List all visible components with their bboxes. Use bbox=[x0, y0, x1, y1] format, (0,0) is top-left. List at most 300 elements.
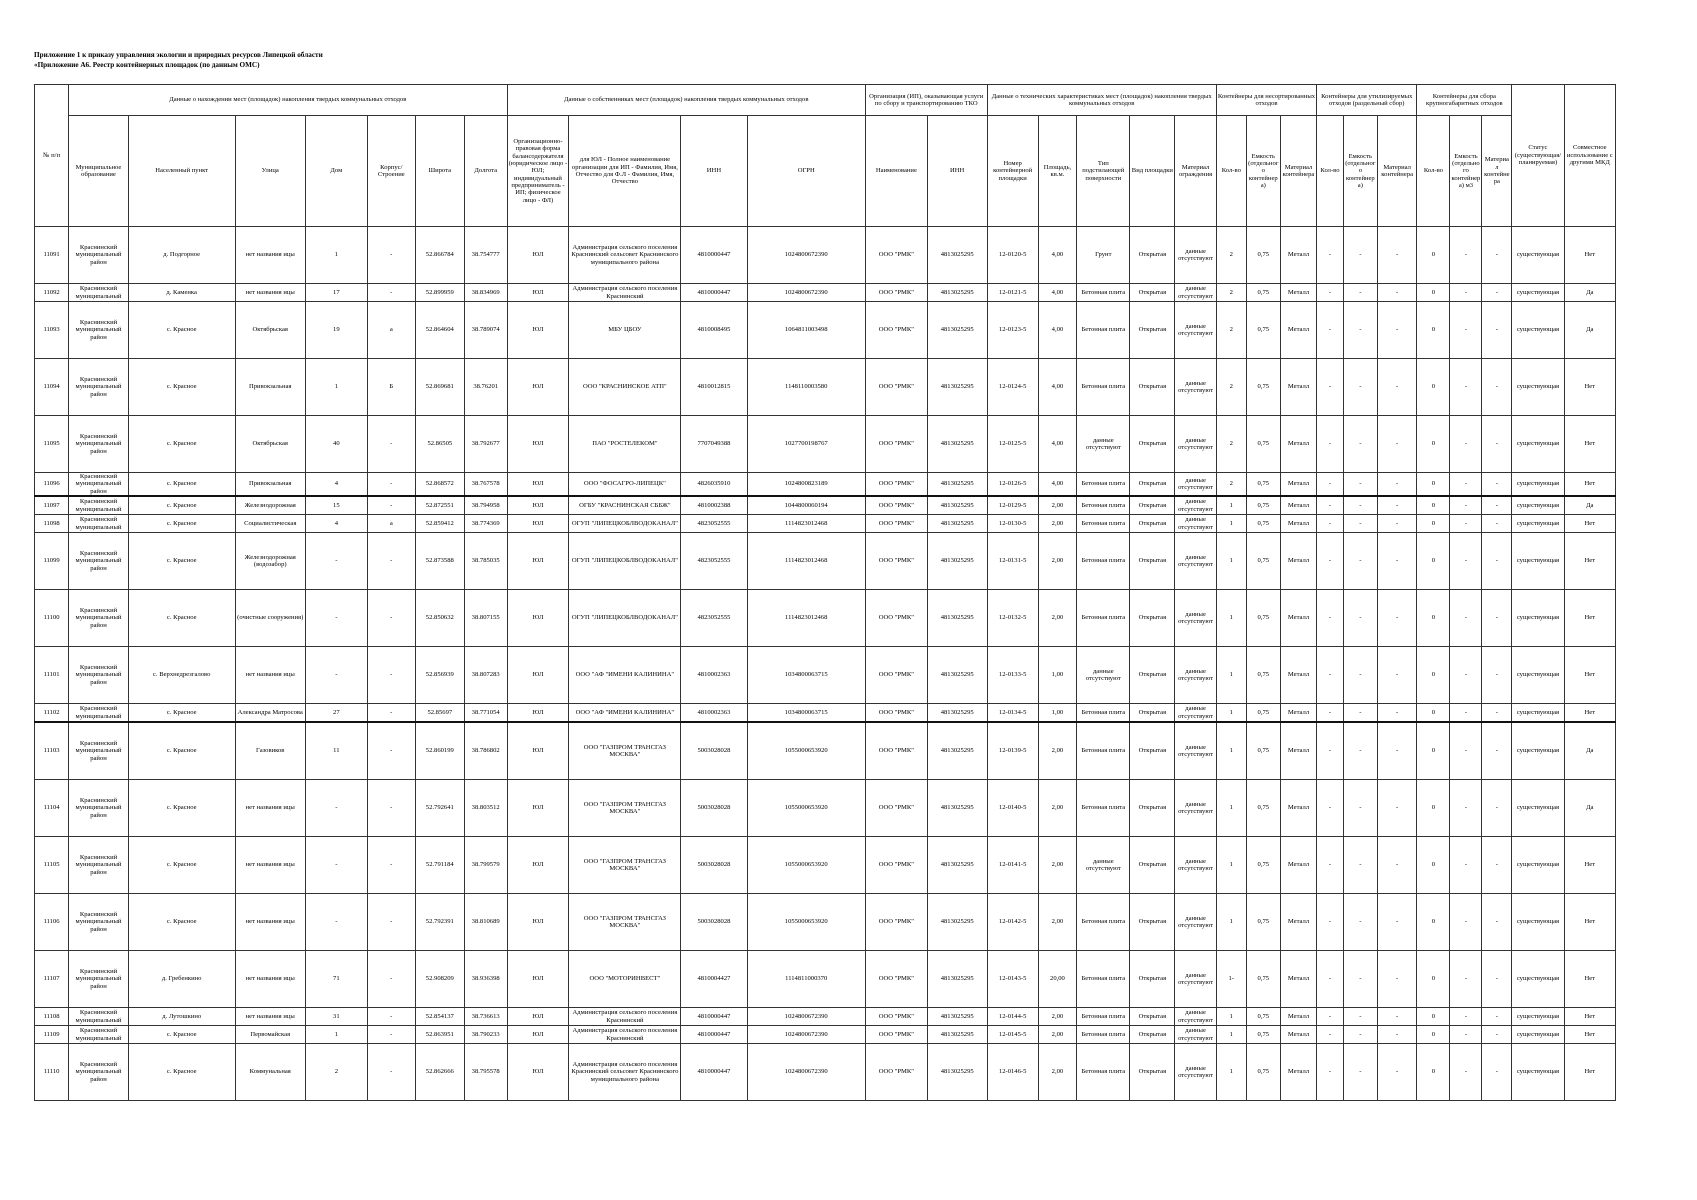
table-cell: Бетонная плита bbox=[1077, 496, 1130, 515]
col-site-type-header: Вид площадки bbox=[1130, 116, 1175, 227]
table-cell: - bbox=[1317, 1044, 1344, 1101]
table-cell: данные отсутствуют bbox=[1175, 473, 1217, 497]
table-cell: Краснинский муниципальный район bbox=[69, 227, 129, 284]
table-cell: - bbox=[1377, 227, 1416, 284]
table-cell: 0,75 bbox=[1246, 284, 1280, 302]
table-cell: Администрация сельского поселения Краснинский bbox=[569, 284, 681, 302]
table-cell: 52.866784 bbox=[415, 227, 464, 284]
table-cell: ОГУП "ЛИПЕЦКОБЛВОДОКАНАЛ" bbox=[569, 515, 681, 533]
table-cell: существующая bbox=[1512, 515, 1564, 533]
table-cell: 1 bbox=[305, 1026, 367, 1044]
table-cell: Нет bbox=[1564, 1008, 1615, 1026]
table-cell: - bbox=[367, 590, 415, 647]
table-cell: 1 bbox=[1216, 647, 1246, 704]
table-cell: ООО "РМК" bbox=[865, 837, 927, 894]
col-operator-inn-header: ИНН bbox=[927, 116, 987, 227]
table-cell: ООО "РМК" bbox=[865, 515, 927, 533]
table-cell: Открытая bbox=[1130, 359, 1175, 416]
table-cell: - bbox=[1377, 515, 1416, 533]
table-cell: Открытая bbox=[1130, 284, 1175, 302]
table-cell: 11102 bbox=[35, 704, 69, 723]
table-cell: 0 bbox=[1417, 722, 1450, 780]
table-cell: 1034800063715 bbox=[747, 704, 865, 723]
table-cell: 12-0132-5 bbox=[987, 590, 1038, 647]
table-cell: 12-0131-5 bbox=[987, 533, 1038, 590]
table-cell: 2,00 bbox=[1038, 515, 1076, 533]
table-cell: 11094 bbox=[35, 359, 69, 416]
table-cell: 38.736613 bbox=[464, 1008, 507, 1026]
table-cell: ЮЛ bbox=[507, 284, 569, 302]
table-cell: Металл bbox=[1280, 704, 1316, 723]
table-cell: 1114811000370 bbox=[747, 951, 865, 1008]
table-cell: Краснинский муниципальный bbox=[69, 496, 129, 515]
table-cell: - bbox=[1450, 647, 1482, 704]
table-cell: 52.873588 bbox=[415, 533, 464, 590]
table-cell: 15 bbox=[305, 496, 367, 515]
table-cell: - bbox=[1450, 590, 1482, 647]
table-cell: ЮЛ bbox=[507, 647, 569, 704]
table-cell: данные отсутствуют bbox=[1175, 722, 1217, 780]
table-cell: 5003028028 bbox=[681, 722, 747, 780]
table-cell: 1055000653920 bbox=[747, 837, 865, 894]
table-cell: Краснинский муниципальный bbox=[69, 284, 129, 302]
group-location-header: Данные о нахождении мест (площадок) накопления твердых коммунальных отходов bbox=[69, 85, 507, 116]
table-cell: Да bbox=[1564, 780, 1615, 837]
table-cell: 2 bbox=[305, 1044, 367, 1101]
table-cell: Металл bbox=[1280, 1044, 1316, 1101]
table-cell: Бетонная плита bbox=[1077, 1026, 1130, 1044]
table-cell: - bbox=[367, 647, 415, 704]
table-cell: - bbox=[305, 590, 367, 647]
table-cell: 52.850632 bbox=[415, 590, 464, 647]
table-cell: - bbox=[305, 780, 367, 837]
table-cell: Краснинский муниципальный bbox=[69, 515, 129, 533]
table-cell: 0 bbox=[1417, 515, 1450, 533]
table-cell: 0 bbox=[1417, 647, 1450, 704]
table-cell: 71 bbox=[305, 951, 367, 1008]
table-cell: Металл bbox=[1280, 302, 1316, 359]
table-cell: 4813025295 bbox=[927, 533, 987, 590]
table-cell: существующая bbox=[1512, 1044, 1564, 1101]
table-cell: - bbox=[1482, 894, 1512, 951]
table-cell: существующая bbox=[1512, 533, 1564, 590]
table-cell: Грунт bbox=[1077, 227, 1130, 284]
table-cell: ПАО "РОСТЕЛЕКОМ" bbox=[569, 416, 681, 473]
table-cell: 12-0145-5 bbox=[987, 1026, 1038, 1044]
table-row bbox=[35, 590, 1616, 647]
table-cell: Нет bbox=[1564, 837, 1615, 894]
table-cell: Да bbox=[1564, 496, 1615, 515]
table-cell: Нет bbox=[1564, 473, 1615, 497]
table-cell: 52.908209 bbox=[415, 951, 464, 1008]
table-cell: данные отсутствуют bbox=[1175, 496, 1217, 515]
table-cell: - bbox=[1450, 1044, 1482, 1101]
table-cell: Нет bbox=[1564, 359, 1615, 416]
table-cell: - bbox=[1450, 473, 1482, 497]
table-cell: ЮЛ bbox=[507, 590, 569, 647]
table-cell: существующая bbox=[1512, 473, 1564, 497]
table-cell: 4823052555 bbox=[681, 515, 747, 533]
table-cell: 4823052555 bbox=[681, 590, 747, 647]
table-cell: Бетонная плита bbox=[1077, 1008, 1130, 1026]
table-cell: 0,75 bbox=[1246, 704, 1280, 723]
table-cell: 2 bbox=[1216, 359, 1246, 416]
group-technical-header: Данные о технических характеристиках мест (площадок) накопления твердых коммунальных отходов bbox=[987, 85, 1216, 116]
table-cell: - bbox=[1482, 837, 1512, 894]
table-cell: ОГБУ "КРАСНИНСКАЯ СББЖ" bbox=[569, 496, 681, 515]
table-cell: - bbox=[367, 533, 415, 590]
table-cell: ООО "РМК" bbox=[865, 284, 927, 302]
table-cell: 0,75 bbox=[1246, 722, 1280, 780]
table-cell: Краснинский муниципальный район bbox=[69, 647, 129, 704]
table-cell: Бетонная плита bbox=[1077, 590, 1130, 647]
table-cell: - bbox=[367, 496, 415, 515]
table-cell: 2,00 bbox=[1038, 1026, 1076, 1044]
table-cell: данные отсутствуют bbox=[1077, 837, 1130, 894]
table-cell: нет названия ицы bbox=[235, 1008, 305, 1026]
table-cell: 2,00 bbox=[1038, 780, 1076, 837]
table-cell: с. Красное bbox=[128, 416, 235, 473]
table-cell: ЮЛ bbox=[507, 722, 569, 780]
table-cell: 2 bbox=[1216, 227, 1246, 284]
table-cell: 1 bbox=[1216, 894, 1246, 951]
table-cell: 1055000653920 bbox=[747, 722, 865, 780]
table-cell: - bbox=[1482, 359, 1512, 416]
table-cell: 52.864604 bbox=[415, 302, 464, 359]
table-cell: д. Лутошкино bbox=[128, 1008, 235, 1026]
table-cell: 0,75 bbox=[1246, 1008, 1280, 1026]
table-cell: 38.774369 bbox=[464, 515, 507, 533]
table-row bbox=[35, 704, 1616, 723]
table-cell: 4813025295 bbox=[927, 951, 987, 1008]
table-cell: Железнодорожная (водозабор) bbox=[235, 533, 305, 590]
table-cell: - bbox=[1482, 473, 1512, 497]
table-cell: Краснинский муниципальный район bbox=[69, 780, 129, 837]
table-cell: данные отсутствуют bbox=[1175, 590, 1217, 647]
table-cell: 0 bbox=[1417, 416, 1450, 473]
table-cell: 0 bbox=[1417, 1008, 1450, 1026]
table-cell: - bbox=[1317, 515, 1344, 533]
table-row bbox=[35, 473, 1616, 497]
table-cell: - bbox=[1377, 416, 1416, 473]
table-cell: с. Красное bbox=[128, 722, 235, 780]
table-cell: Краснинский муниципальный bbox=[69, 1008, 129, 1026]
table-cell: - bbox=[1317, 359, 1344, 416]
table-cell: 52.899959 bbox=[415, 284, 464, 302]
table-cell: Бетонная плита bbox=[1077, 704, 1130, 723]
table-cell: ЮЛ bbox=[507, 515, 569, 533]
table-row bbox=[35, 647, 1616, 704]
table-cell: - bbox=[1482, 704, 1512, 723]
table-cell: 4813025295 bbox=[927, 704, 987, 723]
table-cell: - bbox=[1482, 722, 1512, 780]
table-cell: д. Подгорное bbox=[128, 227, 235, 284]
table-row bbox=[35, 533, 1616, 590]
table-cell: 4,00 bbox=[1038, 473, 1076, 497]
table-cell: 52.856939 bbox=[415, 647, 464, 704]
table-cell: нет названия ицы bbox=[235, 780, 305, 837]
table-cell: ООО "ГАЗПРОМ ТРАНСГАЗ МОСКВА" bbox=[569, 780, 681, 837]
table-cell: с. Красное bbox=[128, 780, 235, 837]
table-cell: Металл bbox=[1280, 722, 1316, 780]
table-cell: 1114823012468 bbox=[747, 515, 865, 533]
table-cell: 4810002363 bbox=[681, 647, 747, 704]
table-cell: данные отсутствуют bbox=[1077, 647, 1130, 704]
table-cell: 4813025295 bbox=[927, 647, 987, 704]
table-cell: Металл bbox=[1280, 227, 1316, 284]
table-cell: 0,75 bbox=[1246, 515, 1280, 533]
table-cell: - bbox=[1377, 704, 1416, 723]
table-cell: существующая bbox=[1512, 302, 1564, 359]
table-cell: 0,75 bbox=[1246, 496, 1280, 515]
table-cell: - bbox=[1343, 302, 1377, 359]
table-cell: нет названия ицы bbox=[235, 647, 305, 704]
table-cell: существующая bbox=[1512, 284, 1564, 302]
group-owners-header: Данные о собственниках мест (площадок) накопления твердых коммунальных отходов bbox=[507, 85, 865, 116]
table-header bbox=[35, 85, 1616, 227]
col-house-header: Дом bbox=[305, 116, 367, 227]
col-separate-material-header: Материал контейнера bbox=[1377, 116, 1416, 227]
table-cell: - bbox=[305, 894, 367, 951]
table-cell: Октябрьская bbox=[235, 302, 305, 359]
header-columns-row bbox=[35, 116, 1616, 227]
table-cell: Металл bbox=[1280, 359, 1316, 416]
table-cell: 1024800672390 bbox=[747, 284, 865, 302]
table-cell: - bbox=[1482, 302, 1512, 359]
table-cell: Краснинский муниципальный район bbox=[69, 894, 129, 951]
table-cell: данные отсутствуют bbox=[1175, 1026, 1217, 1044]
table-cell: - bbox=[1377, 302, 1416, 359]
table-cell: - bbox=[1482, 647, 1512, 704]
table-cell: ЮЛ bbox=[507, 227, 569, 284]
table-cell: ЮЛ bbox=[507, 780, 569, 837]
table-cell: Нет bbox=[1564, 951, 1615, 1008]
table-cell: ЮЛ bbox=[507, 1026, 569, 1044]
table-cell: данные отсутствуют bbox=[1175, 704, 1217, 723]
table-cell: 1044800060194 bbox=[747, 496, 865, 515]
table-cell: Бетонная плита bbox=[1077, 1044, 1130, 1101]
table-cell: 0 bbox=[1417, 951, 1450, 1008]
table-row bbox=[35, 780, 1616, 837]
table-cell: 4813025295 bbox=[927, 837, 987, 894]
table-cell: Металл bbox=[1280, 1008, 1316, 1026]
table-cell: 4813025295 bbox=[927, 1026, 987, 1044]
table-cell: Нет bbox=[1564, 894, 1615, 951]
table-cell: 52.862666 bbox=[415, 1044, 464, 1101]
table-cell: 1024800823189 bbox=[747, 473, 865, 497]
container-sites-registry-table bbox=[34, 84, 1616, 1101]
table-cell: - bbox=[1450, 515, 1482, 533]
table-cell: 0 bbox=[1417, 302, 1450, 359]
table-cell: - bbox=[1317, 837, 1344, 894]
col-area-header: Площадь, кв.м. bbox=[1038, 116, 1076, 227]
table-cell: данные отсутствуют bbox=[1175, 227, 1217, 284]
table-cell: Открытая bbox=[1130, 704, 1175, 723]
table-cell: с. Красное bbox=[128, 496, 235, 515]
table-cell: - bbox=[1450, 533, 1482, 590]
col-shared-use-header: Совместное использование с другими МКД bbox=[1564, 85, 1615, 227]
table-cell: - bbox=[1377, 1044, 1416, 1101]
table-cell: 52.859412 bbox=[415, 515, 464, 533]
table-cell: Открытая bbox=[1130, 416, 1175, 473]
table-cell: Привокзальная bbox=[235, 473, 305, 497]
col-bulky-material-header: Материал контейнера bbox=[1482, 116, 1512, 227]
table-cell: данные отсутствуют bbox=[1175, 837, 1217, 894]
table-cell: Бетонная плита bbox=[1077, 515, 1130, 533]
table-cell: - bbox=[1377, 894, 1416, 951]
table-cell: 11 bbox=[305, 722, 367, 780]
table-cell: 4,00 bbox=[1038, 416, 1076, 473]
col-street-header: Улица bbox=[235, 116, 305, 227]
table-cell: - bbox=[1482, 284, 1512, 302]
table-cell: Нет bbox=[1564, 647, 1615, 704]
table-cell: - bbox=[1377, 533, 1416, 590]
table-cell: Краснинский муниципальный район bbox=[69, 533, 129, 590]
table-cell: Железнодорожная bbox=[235, 496, 305, 515]
table-cell: 1024800672390 bbox=[747, 1026, 865, 1044]
table-cell: 4813025295 bbox=[927, 515, 987, 533]
table-cell: 11108 bbox=[35, 1008, 69, 1026]
table-cell: данные отсутствуют bbox=[1077, 416, 1130, 473]
table-cell: - bbox=[1377, 722, 1416, 780]
table-cell: 0 bbox=[1417, 590, 1450, 647]
table-cell: 38.767578 bbox=[464, 473, 507, 497]
table-cell: 2,00 bbox=[1038, 722, 1076, 780]
group-operator-header: Организация (ИП), оказывающая услуги по сбору и транспортированию ТКО bbox=[865, 85, 987, 116]
table-cell: - bbox=[1450, 704, 1482, 723]
table-cell: 1 bbox=[1216, 533, 1246, 590]
table-cell: 4813025295 bbox=[927, 496, 987, 515]
table-cell: Открытая bbox=[1130, 722, 1175, 780]
table-cell: - bbox=[1450, 416, 1482, 473]
table-cell: 4,00 bbox=[1038, 227, 1076, 284]
table-cell: 1 bbox=[1216, 837, 1246, 894]
table-cell: нет названия ицы bbox=[235, 227, 305, 284]
table-cell: 12-0121-5 bbox=[987, 284, 1038, 302]
table-cell: 4810002363 bbox=[681, 704, 747, 723]
table-cell: 0 bbox=[1417, 1026, 1450, 1044]
table-cell: - bbox=[367, 1008, 415, 1026]
table-row bbox=[35, 496, 1616, 515]
table-cell: ООО "РМК" bbox=[865, 894, 927, 951]
table-cell: 38.803512 bbox=[464, 780, 507, 837]
table-cell: 1 bbox=[1216, 704, 1246, 723]
table-cell: Металл bbox=[1280, 894, 1316, 951]
table-cell: Открытая bbox=[1130, 473, 1175, 497]
table-cell: ЮЛ bbox=[507, 1044, 569, 1101]
table-cell: 0 bbox=[1417, 837, 1450, 894]
table-cell: - bbox=[1317, 951, 1344, 1008]
document-caption bbox=[34, 50, 323, 70]
table-cell: 52.791184 bbox=[415, 837, 464, 894]
table-cell: Да bbox=[1564, 302, 1615, 359]
table-cell: 12-0123-5 bbox=[987, 302, 1038, 359]
table-cell: Металл bbox=[1280, 473, 1316, 497]
table-row bbox=[35, 302, 1616, 359]
table-cell: ООО "АФ "ИМЕНИ КАЛИНИНА" bbox=[569, 647, 681, 704]
table-cell: 5003028028 bbox=[681, 780, 747, 837]
table-cell: 17 bbox=[305, 284, 367, 302]
table-cell: ООО "ГАЗПРОМ ТРАНСГАЗ МОСКВА" bbox=[569, 894, 681, 951]
col-separate-count-header: Кол-во bbox=[1317, 116, 1344, 227]
table-cell: 4813025295 bbox=[927, 302, 987, 359]
table-cell: - bbox=[305, 647, 367, 704]
table-cell: 12-0134-5 bbox=[987, 704, 1038, 723]
table-cell: 38.807155 bbox=[464, 590, 507, 647]
table-cell: 12-0125-5 bbox=[987, 416, 1038, 473]
table-cell: 0 bbox=[1417, 496, 1450, 515]
table-cell: 4810000447 bbox=[681, 1008, 747, 1026]
table-cell: 2,00 bbox=[1038, 837, 1076, 894]
table-cell: - bbox=[1343, 837, 1377, 894]
table-cell: - bbox=[1343, 647, 1377, 704]
table-cell: 0,75 bbox=[1246, 647, 1280, 704]
table-cell: ООО "РМК" bbox=[865, 416, 927, 473]
table-cell: 38.810689 bbox=[464, 894, 507, 951]
table-cell: 12-0120-5 bbox=[987, 227, 1038, 284]
table-cell: Администрация сельского поселения Краснинский bbox=[569, 1008, 681, 1026]
table-cell: 4810004427 bbox=[681, 951, 747, 1008]
table-cell: 1064811003498 bbox=[747, 302, 865, 359]
table-cell: 4823052555 bbox=[681, 533, 747, 590]
table-cell: 52.868572 bbox=[415, 473, 464, 497]
table-cell: с. Красное bbox=[128, 1044, 235, 1101]
table-cell: ЮЛ bbox=[507, 837, 569, 894]
table-cell: - bbox=[1343, 227, 1377, 284]
table-cell: 38.792677 bbox=[464, 416, 507, 473]
table-cell: - bbox=[1377, 780, 1416, 837]
table-cell: Бетонная плита bbox=[1077, 894, 1130, 951]
table-cell: - bbox=[305, 533, 367, 590]
table-cell: 52.872551 bbox=[415, 496, 464, 515]
table-cell: - bbox=[1482, 1044, 1512, 1101]
table-cell: - bbox=[1450, 780, 1482, 837]
table-cell: - bbox=[1317, 284, 1344, 302]
table-cell: ООО "РМК" bbox=[865, 722, 927, 780]
table-row bbox=[35, 515, 1616, 533]
table-cell: - bbox=[1450, 722, 1482, 780]
table-cell: - bbox=[367, 780, 415, 837]
table-cell: 4,00 bbox=[1038, 284, 1076, 302]
table-cell: - bbox=[1377, 1026, 1416, 1044]
table-cell: 12-0143-5 bbox=[987, 951, 1038, 1008]
table-cell: 12-0142-5 bbox=[987, 894, 1038, 951]
table-cell: 0,75 bbox=[1246, 227, 1280, 284]
table-cell: - bbox=[305, 837, 367, 894]
col-latitude-header: Широта bbox=[415, 116, 464, 227]
table-cell: 2,00 bbox=[1038, 894, 1076, 951]
table-cell: Краснинский муниципальный район bbox=[69, 951, 129, 1008]
table-cell: - bbox=[1377, 473, 1416, 497]
table-cell: 11103 bbox=[35, 722, 69, 780]
table-cell: - bbox=[1482, 416, 1512, 473]
table-cell: 11097 bbox=[35, 496, 69, 515]
table-cell: Нет bbox=[1564, 590, 1615, 647]
table-cell: - bbox=[1317, 647, 1344, 704]
table-cell: ООО "ГАЗПРОМ ТРАНСГАЗ МОСКВА" bbox=[569, 722, 681, 780]
table-cell: существующая bbox=[1512, 1008, 1564, 1026]
table-cell: 11096 bbox=[35, 473, 69, 497]
table-cell: данные отсутствуют bbox=[1175, 647, 1217, 704]
table-cell: 0 bbox=[1417, 780, 1450, 837]
table-cell: 52.792391 bbox=[415, 894, 464, 951]
table-cell: - bbox=[1377, 590, 1416, 647]
table-cell: существующая bbox=[1512, 496, 1564, 515]
table-cell: 4813025295 bbox=[927, 473, 987, 497]
table-cell: ООО "РМК" bbox=[865, 590, 927, 647]
table-cell: 4810000447 bbox=[681, 1026, 747, 1044]
table-cell: Нет bbox=[1564, 1026, 1615, 1044]
